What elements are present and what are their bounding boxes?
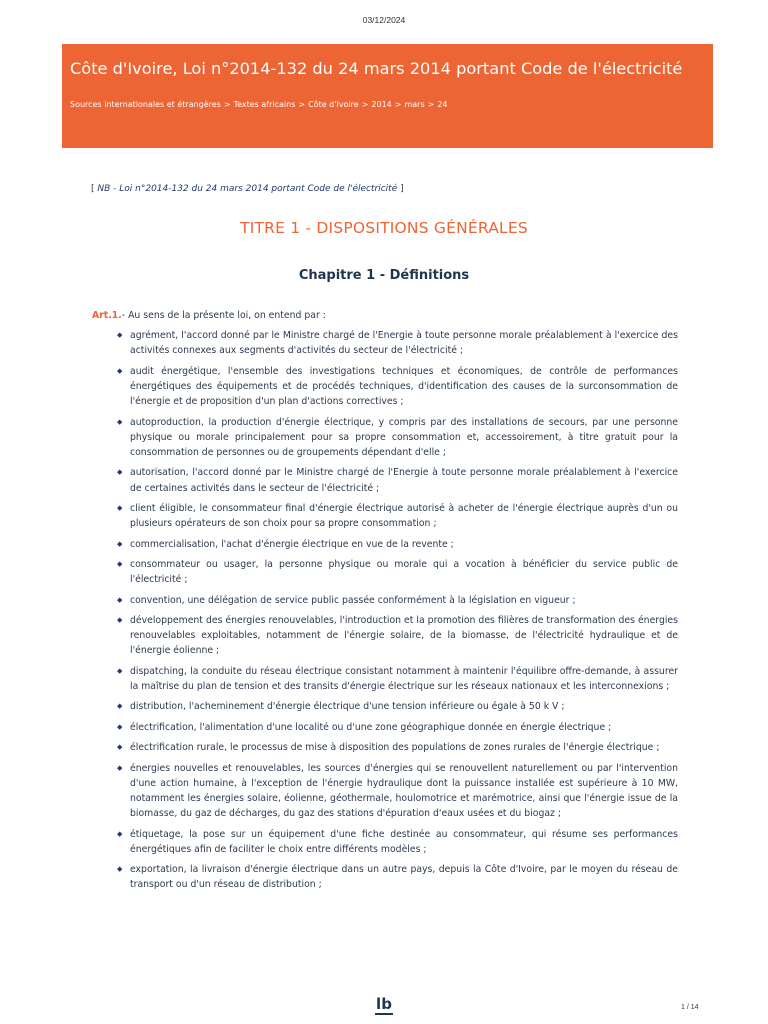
definitions-list — [92, 328, 678, 892]
article-intro-text: - Au sens de la présente loi, on entend par : — [121, 310, 326, 321]
definition-text: commercialisation, l'achat d'énergie électrique en vue de la revente ; — [130, 538, 454, 550]
definition-item — [117, 537, 678, 552]
page-number: 1 / 14 — [681, 1004, 699, 1011]
bullet-icon: ◆ — [117, 702, 123, 711]
definition-item — [117, 415, 678, 461]
breadcrumb-separator: > — [298, 100, 306, 109]
nb-open-bracket: [ — [91, 184, 98, 194]
breadcrumb-item-year[interactable]: 2014 — [371, 100, 392, 109]
bullet-icon: ◆ — [117, 615, 123, 624]
bullet-icon: ◆ — [117, 331, 123, 340]
bullet-icon: ◆ — [117, 539, 123, 548]
bullet-icon: ◆ — [117, 417, 123, 426]
nb-note — [91, 184, 691, 194]
print-date: 03/12/2024 — [362, 15, 406, 25]
definition-item — [117, 664, 678, 694]
nb-close-bracket: ] — [397, 184, 404, 194]
titre-heading: TITRE 1 - DISPOSITIONS GÉNÉRALES — [240, 219, 528, 237]
definition-text: audit énergétique, l'ensemble des investigations techniques et économiques, de contrôle de performances énergétiques des équipements et de procédés techniques, d'identification des causes de la surconsommation de l'énergie et de proposition d'un plan d'actions correctives ; — [130, 365, 678, 408]
definition-text: distribution, l'acheminement d'énergie électrique d'une tension inférieure ou égale à 50 k V ; — [130, 701, 565, 713]
breadcrumb-separator: > — [394, 100, 402, 109]
document-header — [62, 44, 713, 148]
lb-logo — [0, 995, 768, 1013]
definition-text: autoproduction, la production d'énergie électrique, y compris par des installations de secours, par une personne physique ou morale principalement pour sa propre consommation et, accessoirement, à titre gratuit pour la consommation de personnes ou de groupements dépendant d'elle ; — [130, 416, 678, 458]
definition-item — [117, 501, 678, 531]
definition-text: énergies nouvelles et renouvelables, les sources d'énergies qui se renouvellent naturellement ou par l'intervention d'une action humaine, à l'exception de l'énergie hydraulique dont la puissance installée est supérieure à 10 MW, notamment les énergies solaire, éolienne, géothermale, houlomotrice et marémotrice, ainsi que l'énergie issue de la biomasse, du gaz de décharges, du gaz des stations d'épuration d'eaux usées et du biogaz ; — [130, 762, 678, 820]
bullet-icon: ◆ — [117, 722, 123, 731]
definition-item — [117, 699, 678, 714]
definition-item — [117, 364, 678, 410]
breadcrumb-item-month[interactable]: mars — [404, 100, 425, 109]
nb-link[interactable]: NB - Loi n°2014-132 du 24 mars 2014 portant Code de l'électricité — [97, 184, 398, 194]
bullet-icon: ◆ — [117, 503, 123, 512]
breadcrumb-item-day[interactable]: 24 — [437, 100, 448, 109]
article-intro — [92, 308, 678, 323]
definition-text: étiquetage, la pose sur un équipement d'une fiche destinée au consommateur, qui résume ses performances énergétiques afin de faciliter le choix entre différents modèles ; — [130, 828, 678, 855]
definition-item — [117, 761, 678, 822]
definition-item — [117, 465, 678, 495]
definition-text: électrification, l'alimentation d'une localité ou d'une zone géographique donnée en énergie électrique ; — [130, 721, 612, 733]
bullet-icon: ◆ — [117, 743, 123, 752]
breadcrumb-separator: > — [361, 100, 369, 109]
definition-text: autorisation, l'accord donné par le Ministre chargé de l'Energie à toute personne morale préalablement à l'exercice de certaines activités dans le secteur de l'électricité ; — [130, 467, 678, 494]
definition-item — [117, 613, 678, 659]
definition-text: consommateur ou usager, la personne physique ou morale qui a vocation à bénéficier du service public de l'électricité ; — [130, 558, 678, 586]
logo-text: lb — [376, 995, 392, 1013]
breadcrumb-item-sources[interactable]: Sources internationales et étrangères — [70, 100, 221, 109]
definition-item — [117, 593, 678, 608]
definition-item — [117, 720, 678, 735]
chapitre-heading: Chapitre 1 - Définitions — [298, 268, 470, 283]
breadcrumb — [70, 100, 705, 109]
definition-item — [117, 827, 678, 857]
bullet-icon: ◆ — [117, 595, 123, 604]
definition-text: agrément, l'accord donné par le Ministre chargé de l'Energie à toute personne morale préalablement à l'exercice des activités connexes aux segments d'activités du secteur de l'électricité ; — [130, 330, 678, 357]
definition-item — [117, 557, 678, 587]
definition-text: électrification rurale, le processus de mise à disposition des populations de zones rurales de l'énergie électrique ; — [130, 742, 660, 754]
definition-text: développement des énergies renouvelables, l'introduction et la promotion des filières de transformation des énergies renouvelables exploitables, notamment de l'énergie solaire, de la biomasse, de l'électricité hydraulique et de l'énergie éolienne ; — [130, 614, 678, 657]
breadcrumb-item-country[interactable]: Côte d'Ivoire — [308, 100, 359, 109]
definition-item — [117, 740, 678, 755]
definition-item — [117, 328, 678, 358]
document-title: Côte d'Ivoire, Loi n°2014-132 du 24 mars 2014 portant Code de l'électricité — [70, 59, 683, 78]
article-1 — [92, 308, 678, 898]
breadcrumb-separator: > — [223, 100, 231, 109]
definition-item — [117, 862, 678, 892]
definition-text: client éligible, le consommateur final d'énergie électrique autorisé à acheter de l'énergie électrique auprès d'un ou plusieurs opérateurs de son choix pour sa propre consommation ; — [130, 502, 678, 530]
definition-text: convention, une délégation de service public passée conformément à la législation en vigueur ; — [130, 594, 576, 606]
breadcrumb-item-textes-africains[interactable]: Textes africains — [233, 100, 296, 109]
bullet-icon: ◆ — [117, 366, 123, 375]
bullet-icon: ◆ — [117, 829, 123, 838]
definition-text: dispatching, la conduite du réseau électrique consistant notamment à maintenir l'équilibre offre-demande, à assurer la maîtrise du plan de tension et des transits d'énergie électrique sur les réseaux nationaux et les interconnexions ; — [130, 665, 678, 692]
bullet-icon: ◆ — [117, 865, 123, 874]
bullet-icon: ◆ — [117, 559, 123, 568]
article-label: Art.1. — [92, 310, 122, 321]
bullet-icon: ◆ — [117, 468, 123, 477]
bullet-icon: ◆ — [117, 763, 123, 772]
bullet-icon: ◆ — [117, 666, 123, 675]
breadcrumb-separator: > — [427, 100, 435, 109]
definition-text: exportation, la livraison d'énergie électrique dans un autre pays, depuis la Côte d'Ivoire, par le moyen du réseau de transport ou d'un réseau de distribution ; — [130, 864, 678, 891]
